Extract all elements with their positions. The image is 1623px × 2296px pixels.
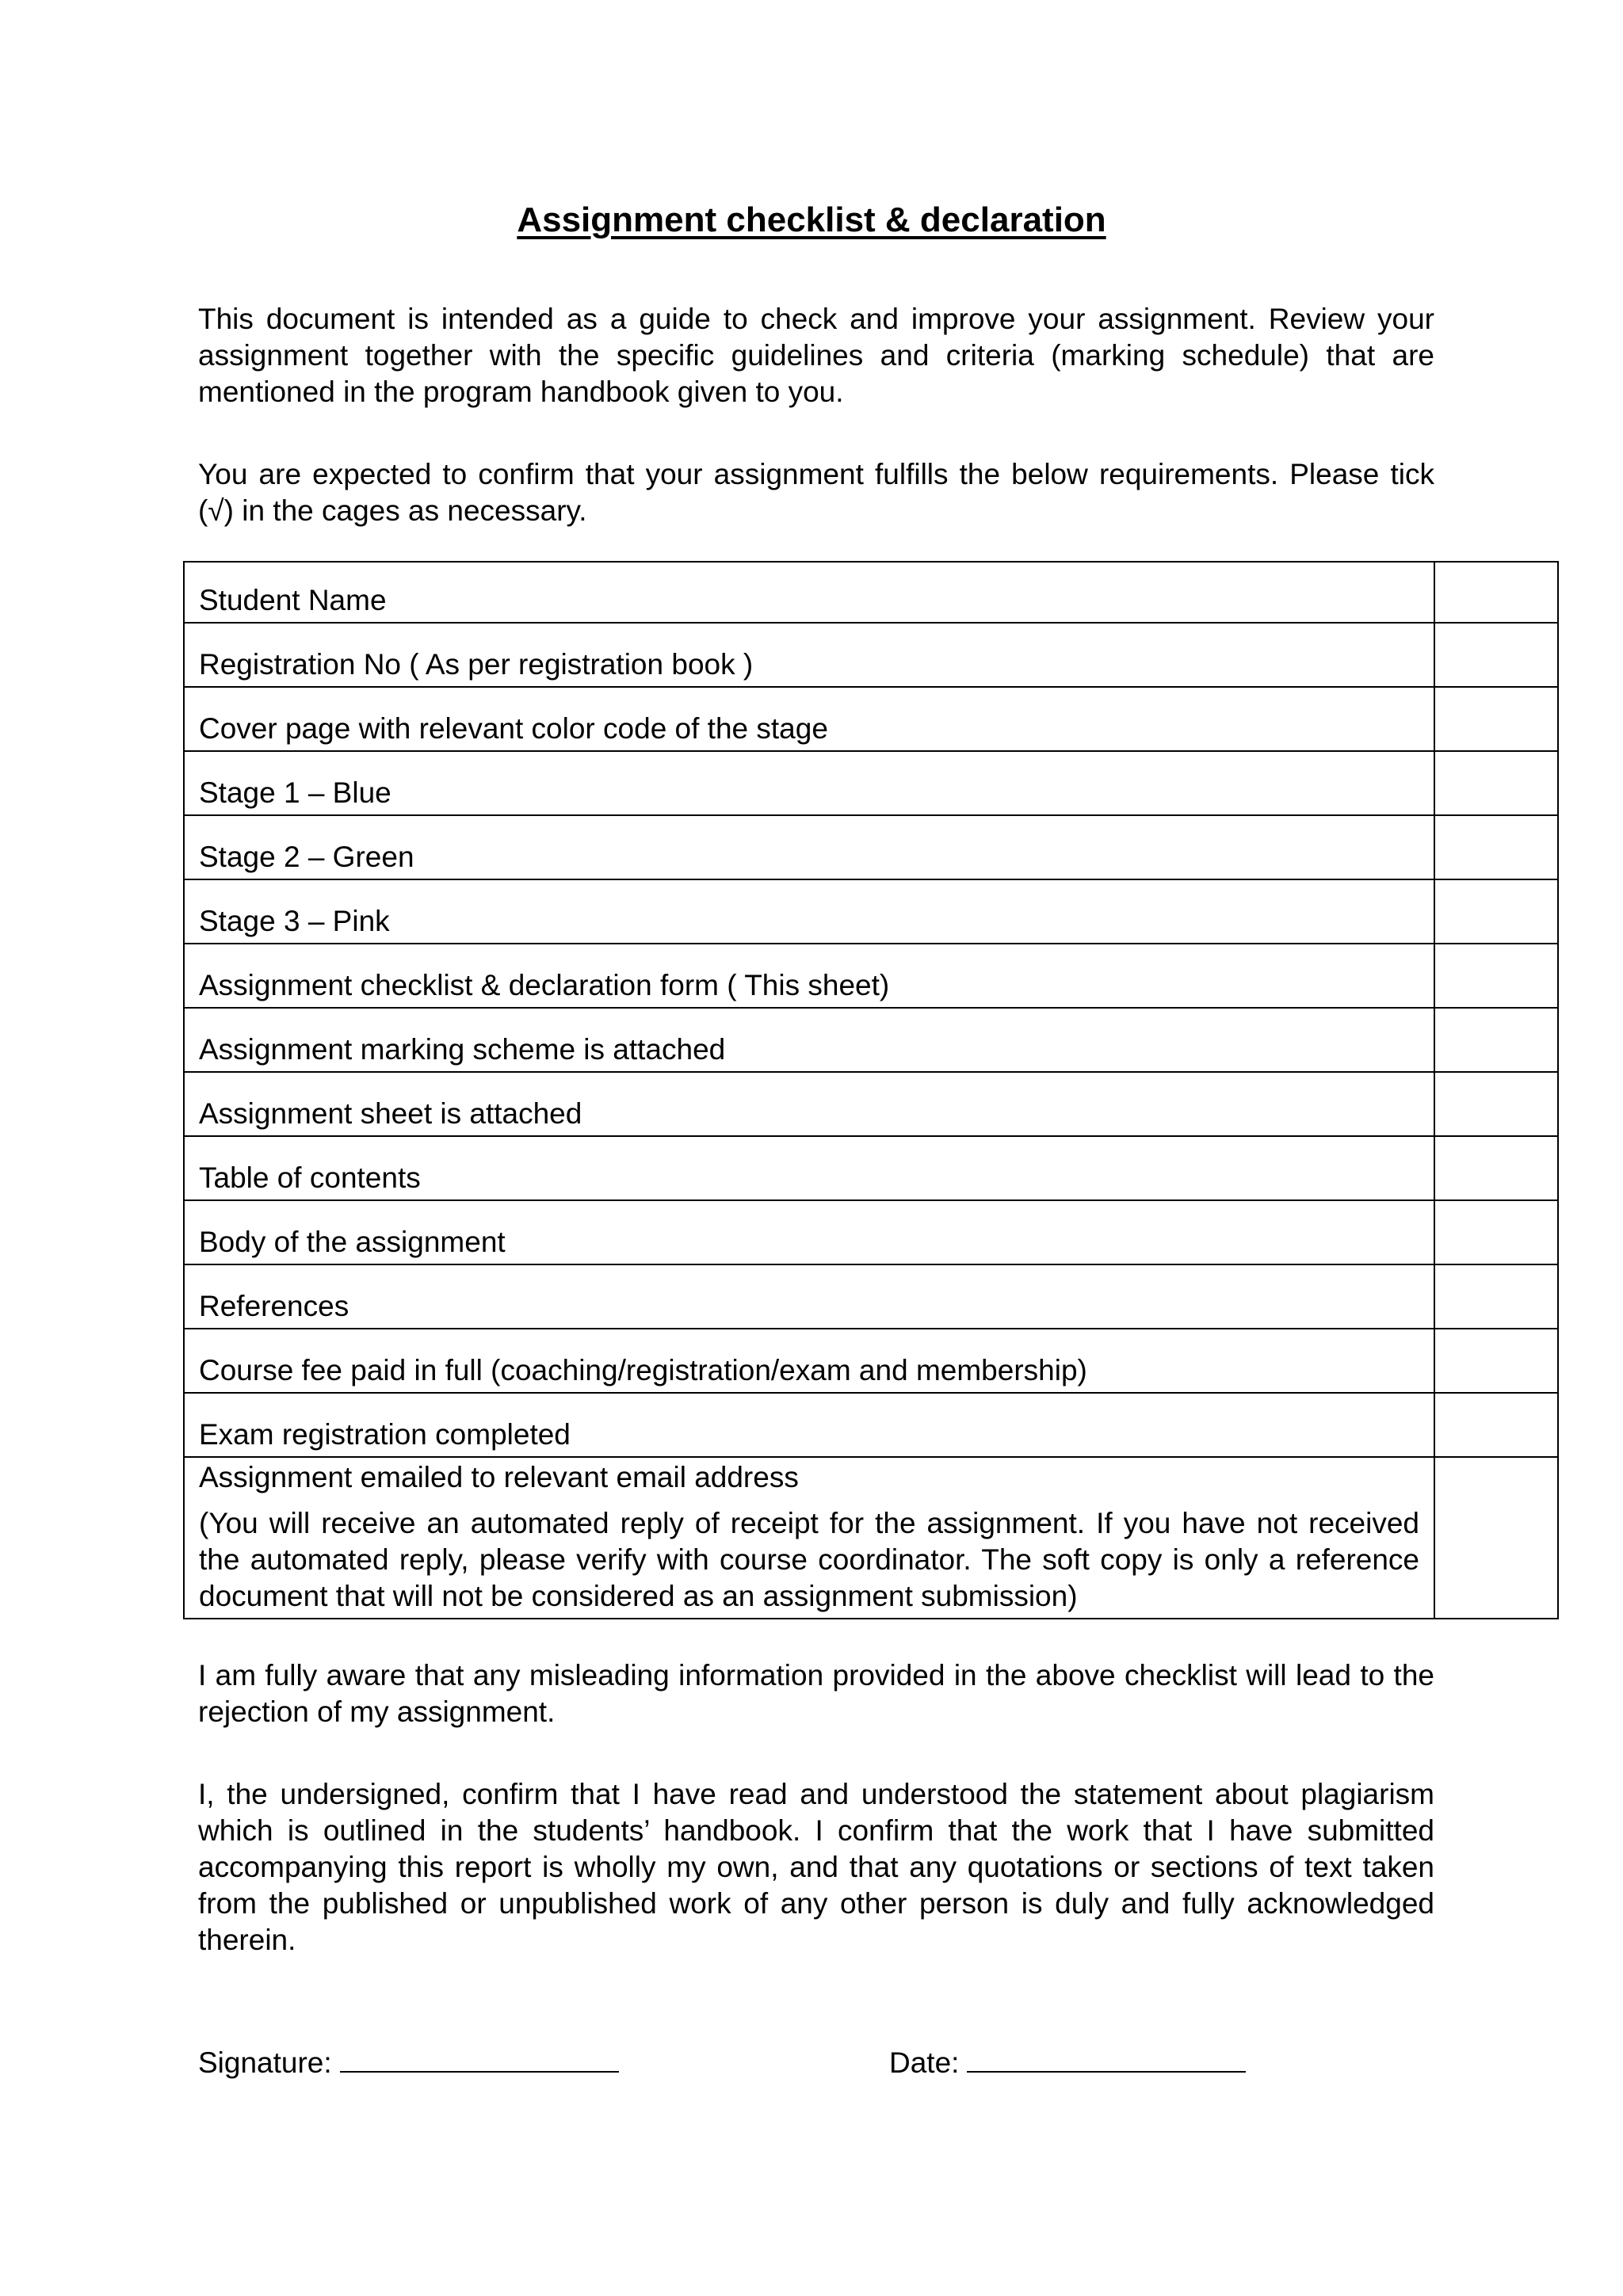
checklist-row-label: Exam registration completed [184, 1393, 1434, 1457]
tick-box[interactable] [1434, 1072, 1558, 1136]
date-field [889, 2042, 1246, 2081]
checklist-row-student-name [184, 562, 1558, 623]
date-label: Date: [889, 2046, 960, 2079]
checklist-row-stage-3 [184, 879, 1558, 944]
requirements-checklist-table [183, 561, 1559, 1619]
checklist-row-label: Registration No ( As per registration book ) [184, 623, 1434, 687]
checklist-row-course-fee [184, 1329, 1558, 1393]
tick-box[interactable] [1434, 687, 1558, 751]
signature-field [198, 2042, 619, 2081]
checklist-row-body [184, 1200, 1558, 1264]
tick-box[interactable] [1434, 1008, 1558, 1072]
checklist-row-registration-no [184, 623, 1558, 687]
tick-box[interactable] [1434, 1264, 1558, 1329]
checklist-row-label: Stage 2 – Green [184, 815, 1434, 879]
date-blank-line[interactable] [967, 2042, 1246, 2073]
tick-box[interactable] [1434, 815, 1558, 879]
checklist-row-label: Assignment marking scheme is attached [184, 1008, 1434, 1072]
checklist-row-label: Assignment emailed to relevant email address [199, 1461, 799, 1493]
tick-box[interactable] [1434, 1393, 1558, 1457]
tick-box[interactable] [1434, 1200, 1558, 1264]
checklist-row-label: Assignment sheet is attached [184, 1072, 1434, 1136]
tick-box[interactable] [1434, 1457, 1558, 1619]
checklist-row-declaration-form [184, 944, 1558, 1008]
intro-paragraph: This document is intended as a guide to check and improve your assignment. Review your assignment together with the specific guidelines and criteria (marking schedule) that are mentioned in the program handbook given to you. [198, 303, 1434, 408]
checklist-row-label: Cover page with relevant color code of the stage [184, 687, 1434, 751]
checklist-row-marking-scheme [184, 1008, 1558, 1072]
checklist-row-label: Course fee paid in full (coaching/registration/exam and membership) [184, 1329, 1434, 1393]
tick-box[interactable] [1434, 562, 1558, 623]
checklist-row-references [184, 1264, 1558, 1329]
checklist-row-assignment-sheet [184, 1072, 1558, 1136]
checklist-row-label: Stage 3 – Pink [184, 879, 1434, 944]
tick-box[interactable] [1434, 1329, 1558, 1393]
checklist-row-label: Stage 1 – Blue [184, 751, 1434, 815]
tick-box[interactable] [1434, 751, 1558, 815]
checklist-row-label: Student Name [184, 562, 1434, 623]
signature-blank-line[interactable] [340, 2042, 619, 2073]
checklist-row-stage-2 [184, 815, 1558, 879]
tick-box[interactable] [1434, 623, 1558, 687]
checklist-row-table-of-contents [184, 1136, 1558, 1200]
instruction-paragraph: You are expected to confirm that your assignment fulfills the below requirements. Please tick (√) in the cages as necessary. [198, 458, 1434, 527]
checklist-row-label: Body of the assignment [184, 1200, 1434, 1264]
awareness-paragraph: I am fully aware that any misleading information provided in the above checklist will lead to the rejection of my assignment. [198, 1659, 1434, 1728]
checklist-row-label: Table of contents [184, 1136, 1434, 1200]
checklist-row-label-cell [184, 1457, 1434, 1619]
tick-box[interactable] [1434, 1136, 1558, 1200]
document-title: Assignment checklist & declaration [517, 200, 1106, 239]
signature-label: Signature: [198, 2046, 332, 2079]
checklist-row-cover-page [184, 687, 1558, 751]
tick-box[interactable] [1434, 879, 1558, 944]
checklist-row-assignment-emailed [184, 1457, 1558, 1619]
checklist-row-note: (You will receive an automated reply of receipt for the assignment. If you have not received the automated reply, please verify with course coordinator. The soft copy is only a reference document that will not be considered as an assignment submission) [199, 1507, 1419, 1612]
checklist-row-exam-registration [184, 1393, 1558, 1457]
checklist-row-stage-1 [184, 751, 1558, 815]
checklist-row-label: Assignment checklist & declaration form ( This sheet) [184, 944, 1434, 1008]
checklist-row-label: References [184, 1264, 1434, 1329]
tick-box[interactable] [1434, 944, 1558, 1008]
plagiarism-declaration-paragraph: I, the undersigned, confirm that I have read and understood the statement about plagiarism which is outlined in the students’ handbook. I confirm that the work that I have submitted accompanying this report is wholly my own, and that any quotations or sections of text taken from the published or unpublished work of any other person is duly and fully acknowledged therein. [198, 1778, 1434, 1956]
